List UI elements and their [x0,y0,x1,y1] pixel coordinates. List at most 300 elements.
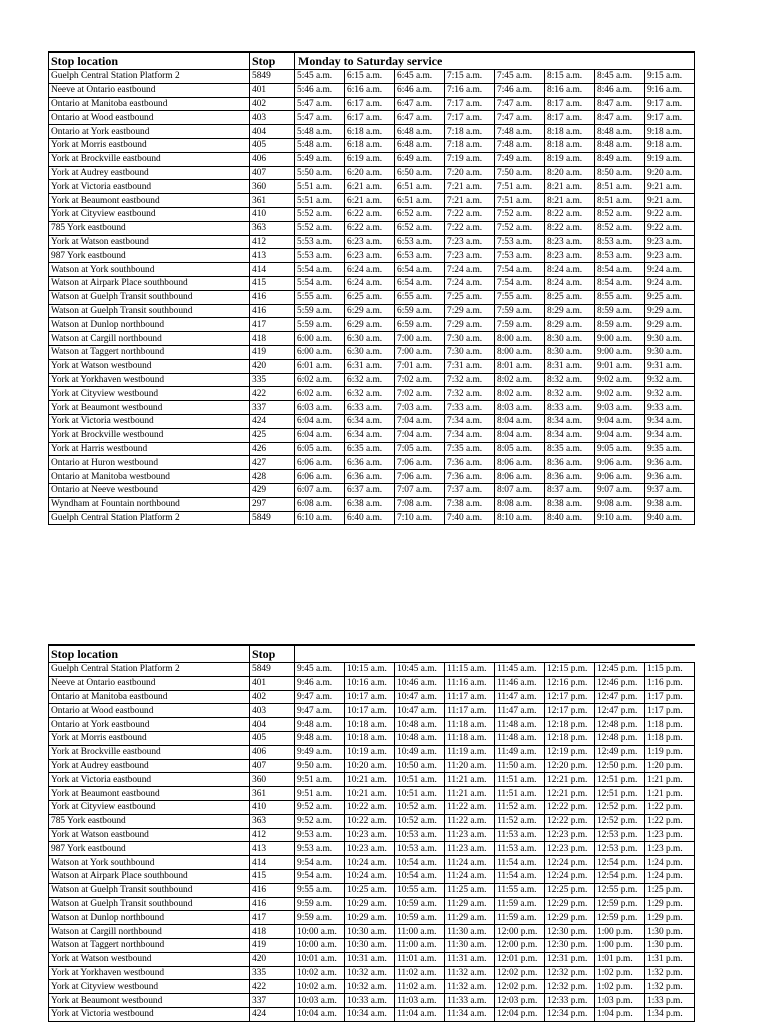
table-row [49,111,695,125]
table-row [49,787,695,801]
departure-time-cell: 8:15 a.m. [545,70,595,84]
table-row [49,800,695,814]
departure-time-cell: 11:48 a.m. [495,718,545,732]
stop-location-cell: York at Beaumont westbound [49,401,250,415]
departure-time-cell: 6:34 a.m. [345,428,395,442]
stop-number-cell: 404 [250,125,295,139]
departure-time-cell: 7:04 a.m. [395,428,445,442]
departure-time-cell: 9:32 a.m. [645,373,695,387]
departure-time-cell: 5:53 a.m. [295,249,345,263]
departure-time-cell: 10:47 a.m. [395,704,445,718]
stop-location-cell: Watson at Taggert northbound [49,938,250,952]
stop-number-cell: 5849 [250,663,295,677]
stop-number-cell: 412 [250,235,295,249]
departure-time-cell: 12:02 p.m. [495,966,545,980]
departure-time-cell: 11:47 a.m. [495,690,545,704]
departure-time-cell: 6:52 a.m. [395,221,445,235]
departure-time-cell: 7:19 a.m. [445,152,495,166]
stop-location-cell: York at Watson westbound [49,359,250,373]
departure-time-cell: 8:00 a.m. [495,332,545,346]
departure-time-cell: 11:54 a.m. [495,869,545,883]
departure-time-cell: 12:31 p.m. [545,952,595,966]
table-row [49,897,695,911]
departure-time-cell: 12:24 p.m. [545,856,595,870]
stop-location-cell: York at Morris eastbound [49,138,250,152]
departure-time-cell: 10:21 a.m. [345,787,395,801]
departure-time-cell: 6:18 a.m. [345,125,395,139]
stop-number-cell: 417 [250,911,295,925]
departure-time-cell: 8:10 a.m. [495,511,545,525]
departure-time-cell: 9:24 a.m. [645,263,695,277]
departure-time-cell: 10:53 a.m. [395,828,445,842]
stop-location-cell: York at Brockville westbound [49,428,250,442]
departure-time-cell: 5:47 a.m. [295,97,345,111]
departure-time-cell: 10:18 a.m. [345,718,395,732]
departure-time-cell: 10:16 a.m. [345,676,395,690]
stop-location-cell: York at Yorkhaven westbound [49,373,250,387]
schedule-table-2 [48,644,695,1022]
stop-location-cell: York at Victoria westbound [49,414,250,428]
departure-time-cell: 9:47 a.m. [295,704,345,718]
departure-time-cell: 10:54 a.m. [395,856,445,870]
departure-time-cell: 11:20 a.m. [445,759,495,773]
departure-time-cell: 6:21 a.m. [345,180,395,194]
departure-time-cell: 10:52 a.m. [395,800,445,814]
table-row [49,676,695,690]
departure-time-cell: 10:02 a.m. [295,966,345,980]
stop-number-cell: 414 [250,263,295,277]
stop-location-cell: York at Victoria eastbound [49,773,250,787]
departure-time-cell: 8:34 a.m. [545,428,595,442]
stop-number-cell: 401 [250,676,295,690]
departure-time-cell: 7:22 a.m. [445,207,495,221]
stop-location-cell: Watson at Cargill northbound [49,332,250,346]
stop-location-cell: 785 York eastbound [49,221,250,235]
departure-time-cell: 11:31 a.m. [445,952,495,966]
departure-time-cell: 8:30 a.m. [545,332,595,346]
table-row [49,966,695,980]
stop-location-cell: Watson at Airpark Place southbound [49,276,250,290]
departure-time-cell: 11:29 a.m. [445,911,495,925]
departure-time-cell: 12:21 p.m. [545,773,595,787]
departure-time-cell: 6:55 a.m. [395,290,445,304]
departure-time-cell: 6:21 a.m. [345,194,395,208]
departure-time-cell: 11:55 a.m. [495,883,545,897]
table-row [49,980,695,994]
departure-time-cell: 9:20 a.m. [645,166,695,180]
departure-time-cell: 11:03 a.m. [395,994,445,1008]
departure-time-cell: 7:04 a.m. [395,414,445,428]
departure-time-cell: 10:17 a.m. [345,704,395,718]
departure-time-cell: 12:16 p.m. [545,676,595,690]
departure-time-cell: 1:02 p.m. [595,980,645,994]
departure-time-cell: 7:49 a.m. [495,152,545,166]
departure-time-cell: 1:22 p.m. [645,800,695,814]
departure-time-cell: 6:29 a.m. [345,318,395,332]
departure-time-cell: 9:17 a.m. [645,97,695,111]
departure-time-cell: 8:20 a.m. [545,166,595,180]
departure-time-cell: 1:24 p.m. [645,869,695,883]
departure-time-cell: 10:15 a.m. [345,663,395,677]
departure-time-cell: 6:53 a.m. [395,235,445,249]
departure-time-cell: 5:48 a.m. [295,125,345,139]
table-row [49,938,695,952]
departure-time-cell: 8:46 a.m. [595,83,645,97]
stop-number-header: Stop [250,645,295,663]
departure-time-cell: 6:05 a.m. [295,442,345,456]
stop-number-cell: 427 [250,456,295,470]
departure-time-cell: 8:49 a.m. [595,152,645,166]
departure-time-cell: 11:51 a.m. [495,773,545,787]
departure-time-cell: 6:10 a.m. [295,511,345,525]
departure-time-cell: 8:33 a.m. [545,401,595,415]
departure-time-cell: 6:24 a.m. [345,263,395,277]
departure-time-cell: 7:45 a.m. [495,70,545,84]
departure-time-cell: 12:25 p.m. [545,883,595,897]
departure-time-cell: 8:18 a.m. [545,138,595,152]
table-row [49,345,695,359]
departure-time-cell: 8:35 a.m. [545,442,595,456]
departure-time-cell: 8:47 a.m. [595,111,645,125]
departure-time-cell: 7:07 a.m. [395,483,445,497]
departure-time-cell: 9:32 a.m. [645,387,695,401]
departure-time-cell: 6:22 a.m. [345,207,395,221]
departure-time-cell: 9:16 a.m. [645,83,695,97]
departure-time-cell: 5:48 a.m. [295,138,345,152]
stop-location-cell: Ontario at Huron westbound [49,456,250,470]
departure-time-cell: 7:36 a.m. [445,470,495,484]
departure-time-cell: 6:02 a.m. [295,373,345,387]
stop-number-cell: 416 [250,290,295,304]
stop-number-cell: 401 [250,83,295,97]
departure-time-cell: 10:30 a.m. [345,938,395,952]
departure-time-cell: 5:55 a.m. [295,290,345,304]
departure-time-cell: 8:17 a.m. [545,97,595,111]
departure-time-cell: 9:40 a.m. [645,511,695,525]
table-row [49,428,695,442]
departure-time-cell: 12:18 p.m. [545,718,595,732]
table-row [49,235,695,249]
departure-time-cell: 12:34 p.m. [545,1007,595,1021]
departure-time-cell: 10:20 a.m. [345,759,395,773]
departure-time-cell: 5:50 a.m. [295,166,345,180]
stop-location-header: Stop location [49,645,250,663]
table-row [49,483,695,497]
departure-time-cell: 7:53 a.m. [495,249,545,263]
departure-time-cell: 6:04 a.m. [295,414,345,428]
departure-time-cell: 6:36 a.m. [345,470,395,484]
table-row [49,690,695,704]
departure-time-cell: 8:48 a.m. [595,138,645,152]
departure-time-cell: 8:51 a.m. [595,194,645,208]
departure-time-cell: 8:50 a.m. [595,166,645,180]
stop-number-cell: 337 [250,401,295,415]
table-row [49,180,695,194]
stop-location-cell: Watson at Dunlop northbound [49,911,250,925]
departure-time-cell: 9:07 a.m. [595,483,645,497]
departure-time-cell: 9:24 a.m. [645,276,695,290]
departure-time-cell: 9:04 a.m. [595,428,645,442]
departure-time-cell: 11:23 a.m. [445,828,495,842]
departure-time-cell: 8:21 a.m. [545,194,595,208]
departure-time-cell: 6:08 a.m. [295,497,345,511]
departure-time-cell: 7:21 a.m. [445,180,495,194]
departure-time-cell: 6:46 a.m. [395,83,445,97]
stop-number-cell: 422 [250,387,295,401]
stop-location-cell: 987 York eastbound [49,249,250,263]
stop-number-cell: 337 [250,994,295,1008]
table-row [49,773,695,787]
departure-time-cell: 9:36 a.m. [645,456,695,470]
departure-time-cell: 8:01 a.m. [495,359,545,373]
departure-time-cell: 12:21 p.m. [545,787,595,801]
stop-location-cell: York at Brockville eastbound [49,152,250,166]
departure-time-cell: 12:32 p.m. [545,980,595,994]
stop-number-cell: 425 [250,428,295,442]
departure-time-cell: 10:24 a.m. [345,869,395,883]
departure-time-cell: 8:53 a.m. [595,235,645,249]
departure-time-cell: 5:46 a.m. [295,83,345,97]
stop-location-cell: Neeve at Ontario eastbound [49,83,250,97]
departure-time-cell: 9:15 a.m. [645,70,695,84]
table-row [49,221,695,235]
departure-time-cell: 9:06 a.m. [595,456,645,470]
departure-time-cell: 12:51 p.m. [595,773,645,787]
departure-time-cell: 7:36 a.m. [445,456,495,470]
departure-time-cell: 8:59 a.m. [595,304,645,318]
stop-number-cell: 420 [250,952,295,966]
departure-time-cell: 6:23 a.m. [345,235,395,249]
table-header-row [49,645,695,663]
stop-location-cell: York at Beaumont westbound [49,994,250,1008]
departure-time-cell: 7:25 a.m. [445,290,495,304]
departure-time-cell: 12:30 p.m. [545,925,595,939]
departure-time-cell: 11:59 a.m. [495,897,545,911]
departure-time-cell: 1:23 p.m. [645,842,695,856]
departure-time-cell: 8:52 a.m. [595,221,645,235]
stop-number-cell: 424 [250,414,295,428]
departure-time-cell: 8:36 a.m. [545,456,595,470]
departure-time-cell: 12:19 p.m. [545,745,595,759]
departure-time-cell: 6:32 a.m. [345,387,395,401]
departure-time-cell: 8:00 a.m. [495,345,545,359]
departure-time-cell: 6:19 a.m. [345,152,395,166]
stop-number-cell: 419 [250,938,295,952]
departure-time-cell: 6:04 a.m. [295,428,345,442]
departure-time-cell: 7:18 a.m. [445,125,495,139]
departure-time-cell: 10:31 a.m. [345,952,395,966]
stop-number-cell: 406 [250,745,295,759]
stop-number-cell: 403 [250,704,295,718]
departure-time-cell: 9:08 a.m. [595,497,645,511]
table-row [49,249,695,263]
table-row [49,883,695,897]
stop-number-cell: 410 [250,207,295,221]
departure-time-cell: 1:17 p.m. [645,690,695,704]
stop-number-cell: 413 [250,249,295,263]
departure-time-cell: 12:01 p.m. [495,952,545,966]
departure-time-cell: 7:55 a.m. [495,290,545,304]
departure-time-cell: 8:24 a.m. [545,276,595,290]
departure-time-cell: 10:24 a.m. [345,856,395,870]
stop-number-cell: 416 [250,304,295,318]
stop-location-cell: Ontario at Wood eastbound [49,704,250,718]
departure-time-cell: 11:48 a.m. [495,731,545,745]
departure-time-cell: 7:59 a.m. [495,318,545,332]
departure-time-cell: 9:33 a.m. [645,401,695,415]
departure-time-cell: 1:21 p.m. [645,773,695,787]
departure-time-cell: 12:00 p.m. [495,938,545,952]
stop-number-cell: 403 [250,111,295,125]
stop-location-cell: York at Morris eastbound [49,731,250,745]
departure-time-cell: 6:53 a.m. [395,249,445,263]
departure-time-cell: 8:31 a.m. [545,359,595,373]
departure-time-cell: 7:24 a.m. [445,263,495,277]
departure-time-cell: 10:00 a.m. [295,938,345,952]
table-row [49,152,695,166]
departure-time-cell: 8:59 a.m. [595,318,645,332]
departure-time-cell: 11:16 a.m. [445,676,495,690]
service-header [295,645,695,663]
table-row [49,842,695,856]
stop-location-cell: 987 York eastbound [49,842,250,856]
departure-time-cell: 9:29 a.m. [645,304,695,318]
departure-time-cell: 6:24 a.m. [345,276,395,290]
departure-time-cell: 9:06 a.m. [595,470,645,484]
departure-time-cell: 9:53 a.m. [295,828,345,842]
departure-time-cell: 7:00 a.m. [395,345,445,359]
departure-time-cell: 10:53 a.m. [395,842,445,856]
departure-time-cell: 9:18 a.m. [645,138,695,152]
departure-time-cell: 7:24 a.m. [445,276,495,290]
departure-time-cell: 10:32 a.m. [345,966,395,980]
table-row [49,828,695,842]
departure-time-cell: 8:29 a.m. [545,304,595,318]
departure-time-cell: 6:45 a.m. [395,70,445,84]
departure-time-cell: 6:49 a.m. [395,152,445,166]
departure-time-cell: 9:54 a.m. [295,856,345,870]
departure-time-cell: 6:59 a.m. [395,304,445,318]
departure-time-cell: 12:04 p.m. [495,1007,545,1021]
departure-time-cell: 10:33 a.m. [345,994,395,1008]
departure-time-cell: 12:15 p.m. [545,663,595,677]
departure-time-cell: 9:02 a.m. [595,387,645,401]
departure-time-cell: 11:22 a.m. [445,814,495,828]
stop-number-cell: 335 [250,373,295,387]
stop-number-cell: 414 [250,856,295,870]
departure-time-cell: 6:00 a.m. [295,332,345,346]
table-row [49,704,695,718]
departure-time-cell: 11:47 a.m. [495,704,545,718]
departure-time-cell: 12:23 p.m. [545,828,595,842]
stop-location-cell: York at Yorkhaven westbound [49,966,250,980]
departure-time-cell: 11:29 a.m. [445,897,495,911]
departure-time-cell: 12:02 p.m. [495,980,545,994]
departure-time-cell: 11:02 a.m. [395,980,445,994]
departure-time-cell: 11:21 a.m. [445,773,495,787]
departure-time-cell: 7:29 a.m. [445,318,495,332]
departure-time-cell: 12:30 p.m. [545,938,595,952]
departure-time-cell: 6:22 a.m. [345,221,395,235]
departure-time-cell: 1:16 p.m. [645,676,695,690]
departure-time-cell: 12:23 p.m. [545,842,595,856]
stop-number-cell: 422 [250,980,295,994]
departure-time-cell: 11:23 a.m. [445,842,495,856]
departure-time-cell: 9:48 a.m. [295,731,345,745]
departure-time-cell: 8:55 a.m. [595,290,645,304]
departure-time-cell: 9:38 a.m. [645,497,695,511]
departure-time-cell: 8:24 a.m. [545,263,595,277]
table-row [49,511,695,525]
departure-time-cell: 8:07 a.m. [495,483,545,497]
stop-location-cell: Guelph Central Station Platform 2 [49,70,250,84]
table-row [49,952,695,966]
departure-time-cell: 7:05 a.m. [395,442,445,456]
stop-number-cell: 419 [250,345,295,359]
departure-time-cell: 7:29 a.m. [445,304,495,318]
departure-time-cell: 7:02 a.m. [395,387,445,401]
departure-time-cell: 7:03 a.m. [395,401,445,415]
departure-time-cell: 6:51 a.m. [395,180,445,194]
stop-number-cell: 412 [250,828,295,842]
departure-time-cell: 11:18 a.m. [445,731,495,745]
departure-time-cell: 12:24 p.m. [545,869,595,883]
departure-time-cell: 10:54 a.m. [395,869,445,883]
departure-time-cell: 9:00 a.m. [595,332,645,346]
stop-location-header: Stop location [49,52,250,70]
departure-time-cell: 10:49 a.m. [395,745,445,759]
departure-time-cell: 7:18 a.m. [445,138,495,152]
departure-time-cell: 10:32 a.m. [345,980,395,994]
departure-time-cell: 7:22 a.m. [445,221,495,235]
departure-time-cell: 9:17 a.m. [645,111,695,125]
departure-time-cell: 8:25 a.m. [545,290,595,304]
departure-time-cell: 5:59 a.m. [295,318,345,332]
departure-time-cell: 6:02 a.m. [295,387,345,401]
departure-time-cell: 11:22 a.m. [445,800,495,814]
table-row [49,414,695,428]
departure-time-cell: 8:22 a.m. [545,207,595,221]
departure-time-cell: 1:24 p.m. [645,856,695,870]
stop-number-cell: 426 [250,442,295,456]
departure-time-cell: 9:04 a.m. [595,414,645,428]
departure-time-cell: 9:52 a.m. [295,814,345,828]
table-row [49,745,695,759]
table-row [49,83,695,97]
departure-time-cell: 6:47 a.m. [395,111,445,125]
departure-time-cell: 1:02 p.m. [595,966,645,980]
departure-time-cell: 6:51 a.m. [395,194,445,208]
departure-time-cell: 6:07 a.m. [295,483,345,497]
departure-time-cell: 10:03 a.m. [295,994,345,1008]
departure-time-cell: 6:06 a.m. [295,456,345,470]
departure-time-cell: 12:50 p.m. [595,759,645,773]
stop-number-cell: 417 [250,318,295,332]
stop-location-cell: York at Audrey eastbound [49,759,250,773]
departure-time-cell: 1:01 p.m. [595,952,645,966]
departure-time-cell: 6:34 a.m. [345,414,395,428]
departure-time-cell: 5:54 a.m. [295,276,345,290]
departure-time-cell: 7:38 a.m. [445,497,495,511]
departure-time-cell: 9:48 a.m. [295,718,345,732]
departure-time-cell: 9:25 a.m. [645,290,695,304]
departure-time-cell: 10:51 a.m. [395,773,445,787]
stop-number-cell: 360 [250,773,295,787]
departure-time-cell: 6:18 a.m. [345,138,395,152]
table-header-row [49,52,695,70]
departure-time-cell: 6:23 a.m. [345,249,395,263]
departure-time-cell: 1:31 p.m. [645,952,695,966]
